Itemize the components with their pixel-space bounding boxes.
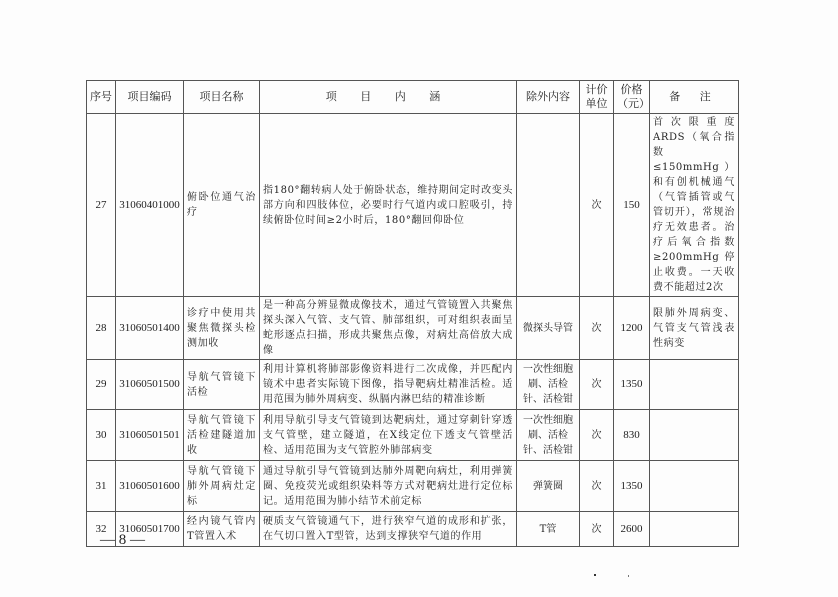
header-seq: 序号	[87, 81, 116, 114]
row-unit: 次	[580, 297, 614, 360]
table-row	[87, 360, 739, 410]
row-remark	[650, 461, 739, 512]
row-price: 1350	[614, 360, 650, 410]
row-code: 31060501700	[116, 512, 184, 547]
row-unit: 次	[580, 512, 614, 547]
row-excluded: 微探头导管	[517, 297, 580, 360]
row-code: 31060501400	[116, 297, 184, 360]
header-unit: 计价单位	[580, 81, 614, 114]
row-code: 31060401000	[116, 114, 184, 297]
header-code: 项目编码	[116, 81, 184, 114]
scan-speck	[594, 574, 596, 576]
header-name: 项目名称	[184, 81, 260, 114]
row-excluded: T管	[517, 512, 580, 547]
row-price: 150	[614, 114, 650, 297]
row-unit: 次	[580, 114, 614, 297]
header-price: 价格（元）	[614, 81, 650, 114]
page-number: — 8 —	[100, 532, 145, 548]
row-code: 31060501501	[116, 410, 184, 461]
table-row	[87, 297, 739, 360]
row-name: 导航气管镜下肺外周病灶定标	[184, 461, 260, 512]
header-content: 项 目 内 涵	[260, 81, 517, 114]
row-code: 31060501600	[116, 461, 184, 512]
row-excluded: 一次性细胞刷、活检针、活检钳	[517, 360, 580, 410]
row-name: 诊疗中使用共聚焦微探头检测加收	[184, 297, 260, 360]
row-seq: 28	[87, 297, 116, 360]
row-remark	[650, 512, 739, 547]
row-excluded	[517, 114, 580, 297]
row-content: 是一种高分辨显微成像技术，通过气管镜置入共聚焦探头深入气管、支气管、肺部组织，可对组织表面呈蛇形逐点扫描，形成共聚焦点像，对病灶高倍放大成像	[260, 297, 517, 360]
row-excluded: 一次性细胞刷、活检针、活检钳	[517, 410, 580, 461]
row-code: 31060501500	[116, 360, 184, 410]
row-unit: 次	[580, 410, 614, 461]
medical-service-price-table	[86, 80, 739, 547]
row-content: 利用导航引导支气管镜到达靶病灶，通过穿刺针穿透支气管壁，建立隧道，在X线定位下透支气管壁活检、适用范围为支气管腔外肺部病变	[260, 410, 517, 461]
row-price: 830	[614, 410, 650, 461]
scan-speck	[628, 575, 629, 577]
row-name: 俯卧位通气治疗	[184, 114, 260, 297]
row-price: 1200	[614, 297, 650, 360]
row-seq: 27	[87, 114, 116, 297]
row-content: 指180°翻转病人处于俯卧状态，维持期间定时改变头部方向和四肢体位，必要时行气道内或口腔吸引，持续俯卧位时间≥2小时后，180°翻回仰卧位	[260, 114, 517, 297]
row-remark: 限肺外周病变、气管支气管浅表性病变	[650, 297, 739, 360]
row-content: 利用计算机将肺部影像资料进行二次成像，并匹配内镜术中患者实际镜下图像，指导靶病灶精准活检。适用范围为肺外周病变、纵膈内淋巴结的精准诊断	[260, 360, 517, 410]
table-row	[87, 410, 739, 461]
row-remark	[650, 410, 739, 461]
table-row	[87, 114, 739, 297]
row-unit: 次	[580, 461, 614, 512]
table-row	[87, 461, 739, 512]
row-content: 硬质支气管镜通气下，进行狭窄气道的成形和扩张，在气切口置入T型管，达到支撑狭窄气道的作用	[260, 512, 517, 547]
header-excluded: 除外内容	[517, 81, 580, 114]
row-price: 1350	[614, 461, 650, 512]
row-seq: 31	[87, 461, 116, 512]
row-seq: 29	[87, 360, 116, 410]
row-name: 导航气管镜下活检建隧道加收	[184, 410, 260, 461]
row-seq: 30	[87, 410, 116, 461]
header-remark: 备 注	[650, 81, 739, 114]
table-row	[87, 512, 739, 547]
row-unit: 次	[580, 360, 614, 410]
row-content: 通过导航引导气管镜到达肺外周靶向病灶，利用弹簧圈、免疫荧光或组织染料等方式对靶病灶进行定位标记。适用范围为肺小结节术前定标	[260, 461, 517, 512]
row-name: 经内镜气管内T管置入术	[184, 512, 260, 547]
table-header-row	[87, 81, 739, 114]
row-seq: 32	[87, 512, 116, 547]
row-excluded: 弹簧圈	[517, 461, 580, 512]
row-remark: 首次限重度ARDS（氧合指数≤150mmHg）和有创机械通气（气管插管或气管切开），常规治疗无效患者。治疗后氧合指数≥200mmHg停止收费。一天收费不能超过2次	[650, 114, 739, 297]
row-remark	[650, 360, 739, 410]
row-price: 2600	[614, 512, 650, 547]
row-name: 导航气管镜下活检	[184, 360, 260, 410]
